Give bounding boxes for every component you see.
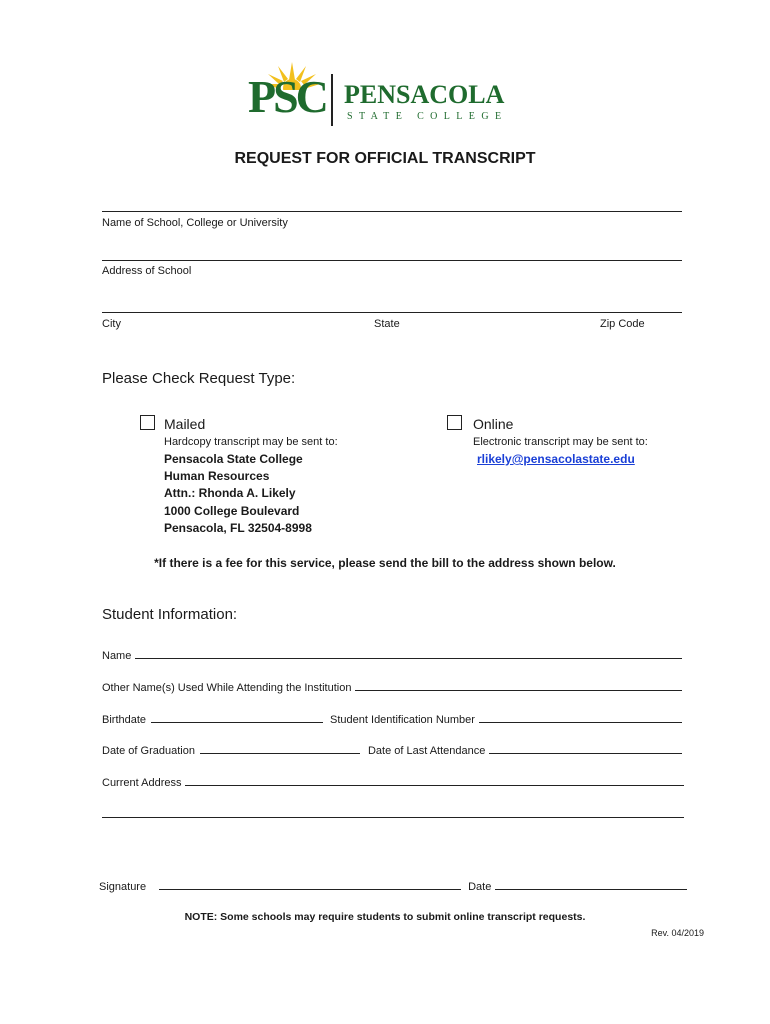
current-address-row xyxy=(102,775,684,789)
mailing-address-line: 1000 College Boulevard xyxy=(164,503,300,518)
name-row xyxy=(102,648,682,662)
birthdate-label: Birthdate xyxy=(102,714,147,726)
birthdate-field[interactable] xyxy=(151,712,323,723)
logo-college-name: PENSACOLA xyxy=(344,80,505,109)
graduation-label: Date of Graduation xyxy=(102,745,195,757)
graduation-row xyxy=(102,743,682,757)
email-link[interactable]: rlikely@pensacolastate.edu xyxy=(477,452,635,466)
city-state-zip-field[interactable] xyxy=(102,312,682,313)
form-title: REQUEST FOR OFFICIAL TRANSCRIPT xyxy=(234,150,536,167)
signature-label: Signature xyxy=(99,881,147,893)
date-field[interactable] xyxy=(495,879,687,890)
mailing-address-line: Pensacola, FL 32504-8998 xyxy=(164,520,312,535)
current-address-label: Current Address xyxy=(102,777,182,789)
footer-note: NOTE: Some schools may require students to submit online transcript requests. xyxy=(184,911,586,923)
graduation-field[interactable] xyxy=(200,743,360,754)
mailing-address xyxy=(164,451,312,537)
fee-note: *If there is a fee for this service, please send the bill to the address shown below. xyxy=(154,556,616,570)
other-names-label: Other Name(s) Used While Attending the Institution xyxy=(102,682,352,694)
city-label: City xyxy=(102,318,121,330)
mailed-description: Hardcopy transcript may be sent to: xyxy=(164,436,338,448)
current-address-field-line2[interactable] xyxy=(102,817,684,818)
state-label: State xyxy=(374,318,400,330)
last-attendance-field[interactable] xyxy=(489,743,682,754)
birthdate-row xyxy=(102,712,682,726)
mailed-checkbox[interactable] xyxy=(140,415,155,430)
current-address-field[interactable] xyxy=(185,775,684,786)
logo-college-subtitle: STATE COLLEGE xyxy=(347,111,508,122)
logo-divider xyxy=(331,74,333,126)
mailing-address-line: Human Resources xyxy=(164,469,270,484)
other-names-row xyxy=(102,680,682,694)
online-label: Online xyxy=(473,416,514,432)
request-type-heading: Please Check Request Type: xyxy=(102,370,296,387)
online-description: Electronic transcript may be sent to: xyxy=(473,436,648,448)
other-names-field[interactable] xyxy=(355,680,682,691)
signature-row xyxy=(99,879,687,893)
school-name-label: Name of School, College or University xyxy=(102,217,288,229)
school-name-field[interactable] xyxy=(102,211,682,212)
signature-field[interactable] xyxy=(159,879,461,890)
last-attendance-label: Date of Last Attendance xyxy=(367,745,486,757)
student-id-label: Student Identification Number xyxy=(330,714,475,726)
school-address-label: Address of School xyxy=(102,265,192,277)
name-field[interactable] xyxy=(135,648,682,659)
name-label: Name xyxy=(102,650,132,662)
student-info-heading: Student Information: xyxy=(102,606,238,623)
mailing-address-line: Pensacola State College xyxy=(164,452,303,466)
date-label: Date xyxy=(468,881,492,893)
logo-initials: PSC xyxy=(248,71,326,122)
zip-label: Zip Code xyxy=(600,318,645,330)
online-checkbox[interactable] xyxy=(447,415,462,430)
college-logo xyxy=(248,60,518,134)
mailed-label: Mailed xyxy=(164,416,206,432)
student-id-field[interactable] xyxy=(479,712,682,723)
revision-date: Rev. 04/2019 xyxy=(651,928,704,938)
school-address-field[interactable] xyxy=(102,260,682,261)
mailing-address-line: Attn.: Rhonda A. Likely xyxy=(164,486,296,501)
